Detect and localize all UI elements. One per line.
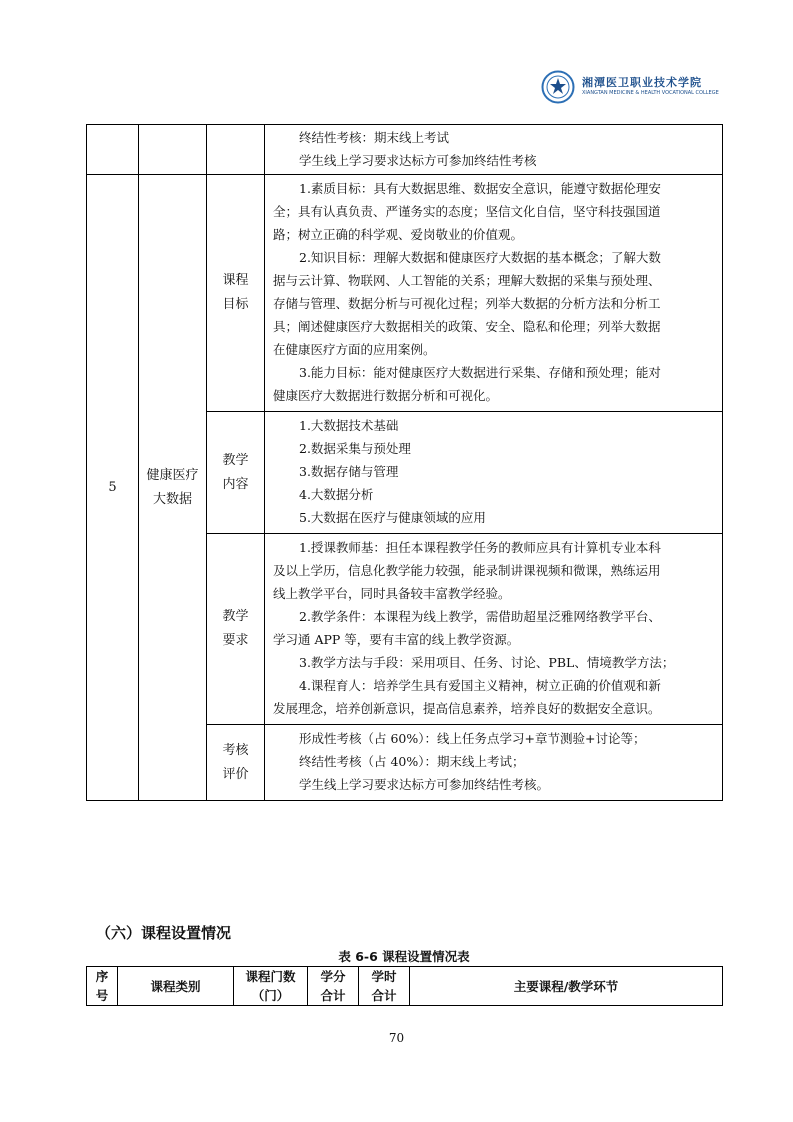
goal-line: 3.能力目标：能对健康医疗大数据进行采集、存储和预处理；能对 [299,365,661,380]
requirement-line: 2.教学条件：本课程为线上教学，需借助超星泛雅网络教学平台、 [299,609,661,624]
content-item: 1.大数据技术基础 [299,418,399,433]
content-item: 5.大数据在医疗与健康领域的应用 [299,510,486,525]
header-text: 课程门数 [245,969,296,984]
goals-label-line: 目标 [222,297,249,312]
content-label-cell [207,412,265,534]
requirements-label-line: 教学 [222,609,249,624]
continued-label-cell [207,125,265,175]
header-text: （门） [251,988,290,1003]
header-text: 合计 [371,988,397,1003]
goal-line: 存储与管理、数据分析与可视化过程；列举大数据的分析方法和分析工 [273,296,661,311]
content-label-line: 内容 [222,476,249,492]
course-name-line: 健康医疗 [146,467,199,483]
college-logo [540,70,720,104]
requirement-line: 及以上学历，信息化教学能力较强，能录制讲课视频和微课，熟练运用 [273,563,661,578]
header-text: 合计 [320,988,346,1003]
assessment-text-cell [265,725,723,801]
header-hours-total [359,967,410,1006]
header-main-courses: 主要课程/教学环节 [410,967,723,1006]
goals-row [87,175,723,412]
continued-name-cell [139,125,207,175]
requirements-label-line: 要求 [222,633,249,648]
table-caption: 表 6-6 课程设置情况表 [338,949,470,964]
header-course-count [234,967,308,1006]
content-item: 3.数据存储与管理 [299,464,399,479]
goals-label-line: 课程 [222,273,249,288]
college-emblem-icon [540,70,576,104]
college-name-cn: 湘潭医卫职业技术学院 [582,76,702,89]
header-text: 序 [95,969,109,984]
assessment-label-line: 考核 [222,742,249,758]
continued-text-cell [265,125,723,175]
assessment-line: 终结性考核（占 40%）：期末线上考试； [299,754,525,769]
goal-line: 据与云计算、物联网、人工智能的关系；理解大数据的采集与预处理、 [273,273,661,288]
content-text-cell [265,412,723,534]
content-label-line: 教学 [222,452,249,468]
continued-number-cell [87,125,139,175]
requirement-line: 学习通 APP 等，要有丰富的线上教学资源。 [273,632,520,647]
goal-line: 1.素质目标：具有大数据思维、数据安全意识，能遵守数据伦理安 [299,181,661,196]
goal-line: 健康医疗大数据进行数据分析和可视化。 [273,388,499,403]
continued-line: 终结性考核：期末线上考试 [299,130,450,145]
content-item: 2.数据采集与预处理 [299,441,411,456]
requirement-line: 4.课程育人：培养学生具有爱国主义精神，树立正确的价值观和新 [299,678,661,693]
requirements-label-cell [207,534,265,725]
course-number: 5 [87,175,139,801]
requirement-line: 3.教学方法与手段：采用项目、任务、讨论、PBL、情境教学方法； [299,655,675,670]
goal-line: 具；阐述健康医疗大数据相关的政策、安全、隐私和伦理；列举大数据 [273,319,661,334]
course-name-line: 大数据 [152,491,192,507]
goal-line: 在健康医疗方面的应用案例。 [273,342,436,357]
content-item: 4.大数据分析 [299,487,374,502]
table-header-row [87,967,723,1006]
assessment-label-line: 评价 [222,766,249,782]
header-text: 学分 [320,969,346,984]
header-credit-total [308,967,359,1006]
header-course-category: 课程类别 [118,967,234,1006]
section-heading: （六）课程设置情况 [96,924,232,942]
continued-row [87,125,723,175]
goal-line: 全；具有认真负责、严谨务实的态度；坚信文化自信，坚守科技强国道 [273,204,661,219]
assessment-line: 学生线上学习要求达标方可参加终结性考核。 [299,777,550,792]
course-name-cell [139,175,207,801]
header-text: 号 [95,988,109,1003]
assessment-line: 形成性考核（占 60%）：线上任务点学习+章节测验+讨论等； [299,731,646,746]
goal-line: 2.知识目标：理解大数据和健康医疗大数据的基本概念；了解大数 [299,250,661,265]
header-text: 学时 [371,969,397,984]
header-serial-number [87,967,118,1006]
goals-text-cell [265,175,723,412]
requirement-line: 1.授课教师基：担任本课程教学任务的教师应具有计算机专业本科 [299,540,661,555]
goals-label-cell [207,175,265,412]
assessment-label-cell [207,725,265,801]
course-detail-table [86,124,723,801]
requirement-line: 发展理念，培养创新意识，提高信息素养，培养良好的数据安全意识。 [273,701,661,716]
requirement-line: 线上教学平台，同时具备较丰富教学经验。 [273,586,511,601]
course-setting-table [86,966,723,1006]
requirements-text-cell [265,534,723,725]
page-number: 70 [388,1031,405,1045]
goal-line: 路；树立正确的科学观、爱岗敬业的价值观。 [273,227,524,242]
college-name-en: XIANGTAN MEDICINE & HEALTH VOCATIONAL COLLEGE [582,90,719,96]
continued-line: 学生线上学习要求达标方可参加终结性考核 [299,153,537,168]
